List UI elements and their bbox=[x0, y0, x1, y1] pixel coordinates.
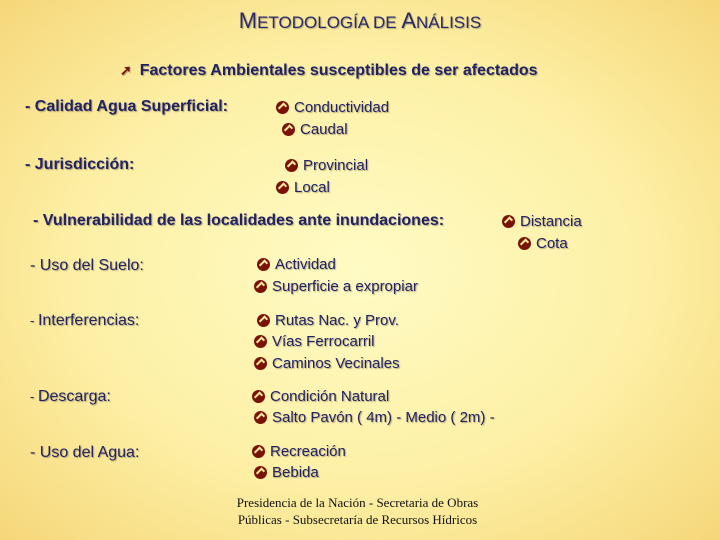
label-text: Descarga: bbox=[37, 388, 111, 405]
check-bullet-icon bbox=[285, 159, 298, 172]
list-item bbox=[254, 333, 375, 350]
item-text: Salto Pavón ( 4m) - Medio ( 2m) - bbox=[272, 409, 495, 426]
subtitle bbox=[120, 62, 538, 80]
list-item bbox=[257, 256, 336, 273]
arrow-icon: ➚ bbox=[120, 62, 132, 78]
check-bullet-icon bbox=[257, 314, 270, 327]
check-bullet-icon bbox=[518, 237, 531, 250]
item-text: Recreación bbox=[270, 443, 346, 460]
check-bullet-icon bbox=[282, 123, 295, 136]
label-vulnerabilidad: - Vulnerabilidad de las localidades ante inundaciones: bbox=[33, 212, 445, 229]
check-bullet-icon bbox=[252, 390, 265, 403]
check-bullet-icon bbox=[254, 280, 267, 293]
item-text: Distancia bbox=[520, 213, 582, 230]
check-bullet-icon bbox=[252, 445, 265, 458]
item-text: Superficie a expropiar bbox=[272, 278, 418, 295]
check-bullet-icon bbox=[254, 411, 267, 424]
list-item bbox=[276, 179, 330, 196]
label-prefix: - bbox=[30, 313, 38, 328]
subtitle-text: Factores Ambientales susceptibles de ser afectados bbox=[139, 62, 538, 79]
list-item bbox=[254, 355, 400, 372]
footer-credit: Presidencia de la Nación - Secretaria de Obras Públicas - Subsecretaría de Recursos Hídricos bbox=[236, 495, 479, 527]
label-calidad-agua: - Calidad Agua Superficial: bbox=[25, 98, 228, 115]
page-title bbox=[0, 8, 720, 34]
list-item bbox=[502, 213, 582, 230]
item-text: Local bbox=[294, 179, 330, 196]
list-item bbox=[252, 388, 389, 405]
item-text: Rutas Nac. y Prov. bbox=[275, 312, 399, 329]
item-text: Cota bbox=[536, 235, 568, 252]
check-bullet-icon bbox=[276, 101, 289, 114]
item-text: Bebida bbox=[272, 464, 319, 481]
check-bullet-icon bbox=[254, 357, 267, 370]
list-item bbox=[254, 409, 495, 426]
item-text: Condición Natural bbox=[270, 388, 390, 405]
list-item bbox=[254, 464, 319, 481]
item-text: Conductividad bbox=[294, 99, 390, 116]
item-text: Provincial bbox=[303, 157, 369, 174]
label-jurisdiccion: - Jurisdicción: bbox=[25, 156, 135, 173]
list-item bbox=[518, 235, 568, 252]
check-bullet-icon bbox=[276, 181, 289, 194]
list-item bbox=[257, 312, 399, 329]
title-initial-1: M bbox=[238, 8, 258, 33]
item-text: Vías Ferrocarril bbox=[272, 333, 375, 350]
item-text: Actividad bbox=[275, 256, 336, 273]
item-text: Caminos Vecinales bbox=[272, 355, 400, 372]
label-prefix: - bbox=[30, 389, 38, 404]
check-bullet-icon bbox=[257, 258, 270, 271]
label-text: Interferencias: bbox=[37, 312, 140, 329]
list-item bbox=[285, 157, 368, 174]
check-bullet-icon bbox=[254, 335, 267, 348]
list-item bbox=[276, 99, 389, 116]
title-initial-2: A bbox=[401, 8, 417, 33]
label-interferencias bbox=[30, 312, 139, 330]
label-uso-suelo: - Uso del Suelo: bbox=[30, 257, 144, 274]
item-text: Caudal bbox=[300, 121, 348, 138]
list-item bbox=[282, 121, 348, 138]
list-item bbox=[252, 443, 346, 460]
check-bullet-icon bbox=[502, 215, 515, 228]
list-item bbox=[254, 278, 418, 295]
title-part-2: NÁLISIS bbox=[416, 13, 482, 32]
check-bullet-icon bbox=[254, 466, 267, 479]
label-uso-agua: - Uso del Agua: bbox=[30, 444, 140, 461]
title-part-1: ETODOLOGÍA DE bbox=[257, 13, 402, 32]
label-descarga bbox=[30, 388, 111, 406]
